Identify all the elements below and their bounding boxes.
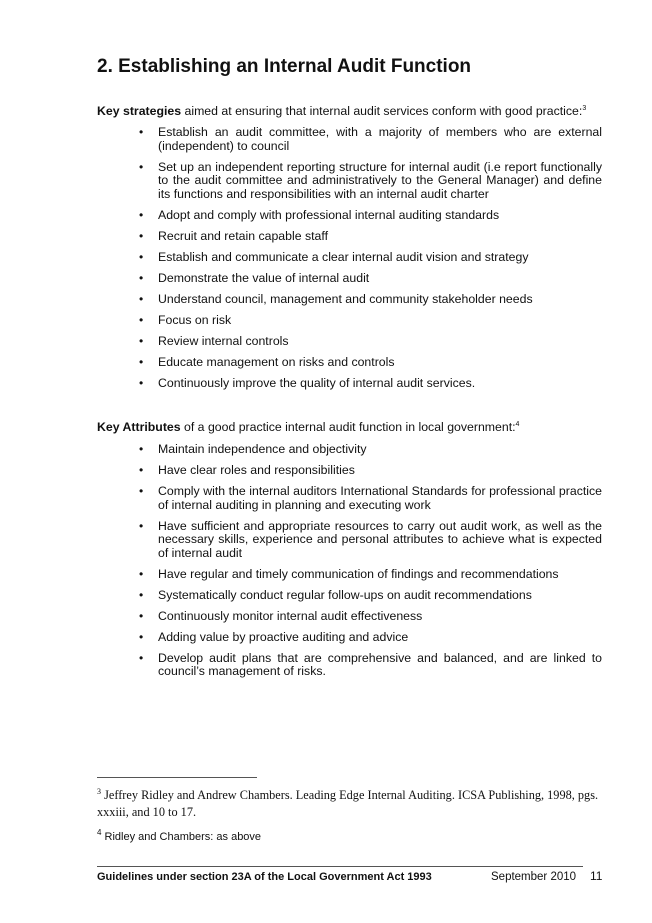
list-item: • Demonstrate the value of internal audit: [0, 272, 602, 286]
footnote-ref-4: 4: [515, 421, 520, 428]
list-item: • Continuously monitor internal audit effectiveness: [0, 610, 602, 624]
attributes-intro-text: of a good practice internal audit function in local government:: [180, 420, 516, 434]
strategies-intro: [97, 104, 586, 119]
footer-divider: [97, 866, 583, 867]
strategies-intro-text: aimed at ensuring that internal audit services conform with good practice:: [181, 104, 583, 118]
footer-title: Guidelines under section 23A of the Local Government Act 1993: [97, 871, 432, 883]
list-item: • Continuously improve the quality of internal audit services.: [0, 377, 602, 391]
strategies-lead: Key strategies: [97, 104, 182, 118]
list-item: • Review internal controls: [0, 335, 602, 349]
footnote-text: Ridley and Chambers: as above: [104, 831, 262, 843]
list-item: • Focus on risk: [0, 314, 602, 328]
attributes-intro: [97, 420, 519, 435]
list-item: • Establish an audit committee, with a majority of members who are external (independent) to council: [0, 126, 602, 153]
list-item: • Develop audit plans that are comprehensive and balanced, and are linked to council’s management of risks.: [0, 652, 602, 679]
list-item: • Have sufficient and appropriate resources to carry out audit work, as well as the necessary skills, experience and personal attributes to achieve what is expected of internal audit: [0, 520, 602, 561]
list-item: • Adopt and comply with professional internal auditing standards: [0, 209, 602, 223]
footnote-text: Jeffrey Ridley and Andrew Chambers. Leading Edge Internal Auditing. ICSA Publishing, 1998, pgs. xxxiii, and 10 to 17.: [97, 788, 599, 819]
footnote-3: [97, 787, 607, 821]
list-item: • Systematically conduct regular follow-ups on audit recommendations: [0, 589, 602, 603]
footer-date: September 2010: [491, 871, 577, 883]
attributes-list: [0, 443, 652, 686]
attributes-lead: Key Attributes: [97, 420, 181, 434]
footnote-ref-3: 3: [582, 105, 587, 112]
footnote-divider: [97, 777, 257, 778]
list-item: • Have regular and timely communication of findings and recommendations: [0, 568, 602, 582]
list-item: • Understand council, management and community stakeholder needs: [0, 293, 602, 307]
list-item: • Maintain independence and objectivity: [0, 443, 602, 457]
footnote-number: 3: [97, 787, 101, 796]
list-item: • Educate management on risks and controls: [0, 356, 602, 370]
page-number: 11: [590, 869, 603, 883]
list-item: • Adding value by proactive auditing and advice: [0, 631, 602, 645]
list-item: • Establish and communicate a clear internal audit vision and strategy: [0, 251, 602, 265]
list-item: • Set up an independent reporting structure for internal audit (i.e report functionally to the audit committee and administratively to the General Manager) and define its functions and responsibilities with an internal audit charter: [0, 161, 602, 202]
list-item: • Have clear roles and responsibilities: [0, 464, 602, 478]
list-item: • Comply with the internal auditors International Standards for professional practice of internal auditing in planning and executing work: [0, 485, 602, 512]
footnote-number: 4: [97, 828, 102, 837]
list-item: • Recruit and retain capable staff: [0, 230, 602, 244]
strategies-list: [0, 126, 652, 398]
page-title: 2. Establishing an Internal Audit Function: [97, 56, 472, 77]
footnote-4: [97, 829, 607, 846]
